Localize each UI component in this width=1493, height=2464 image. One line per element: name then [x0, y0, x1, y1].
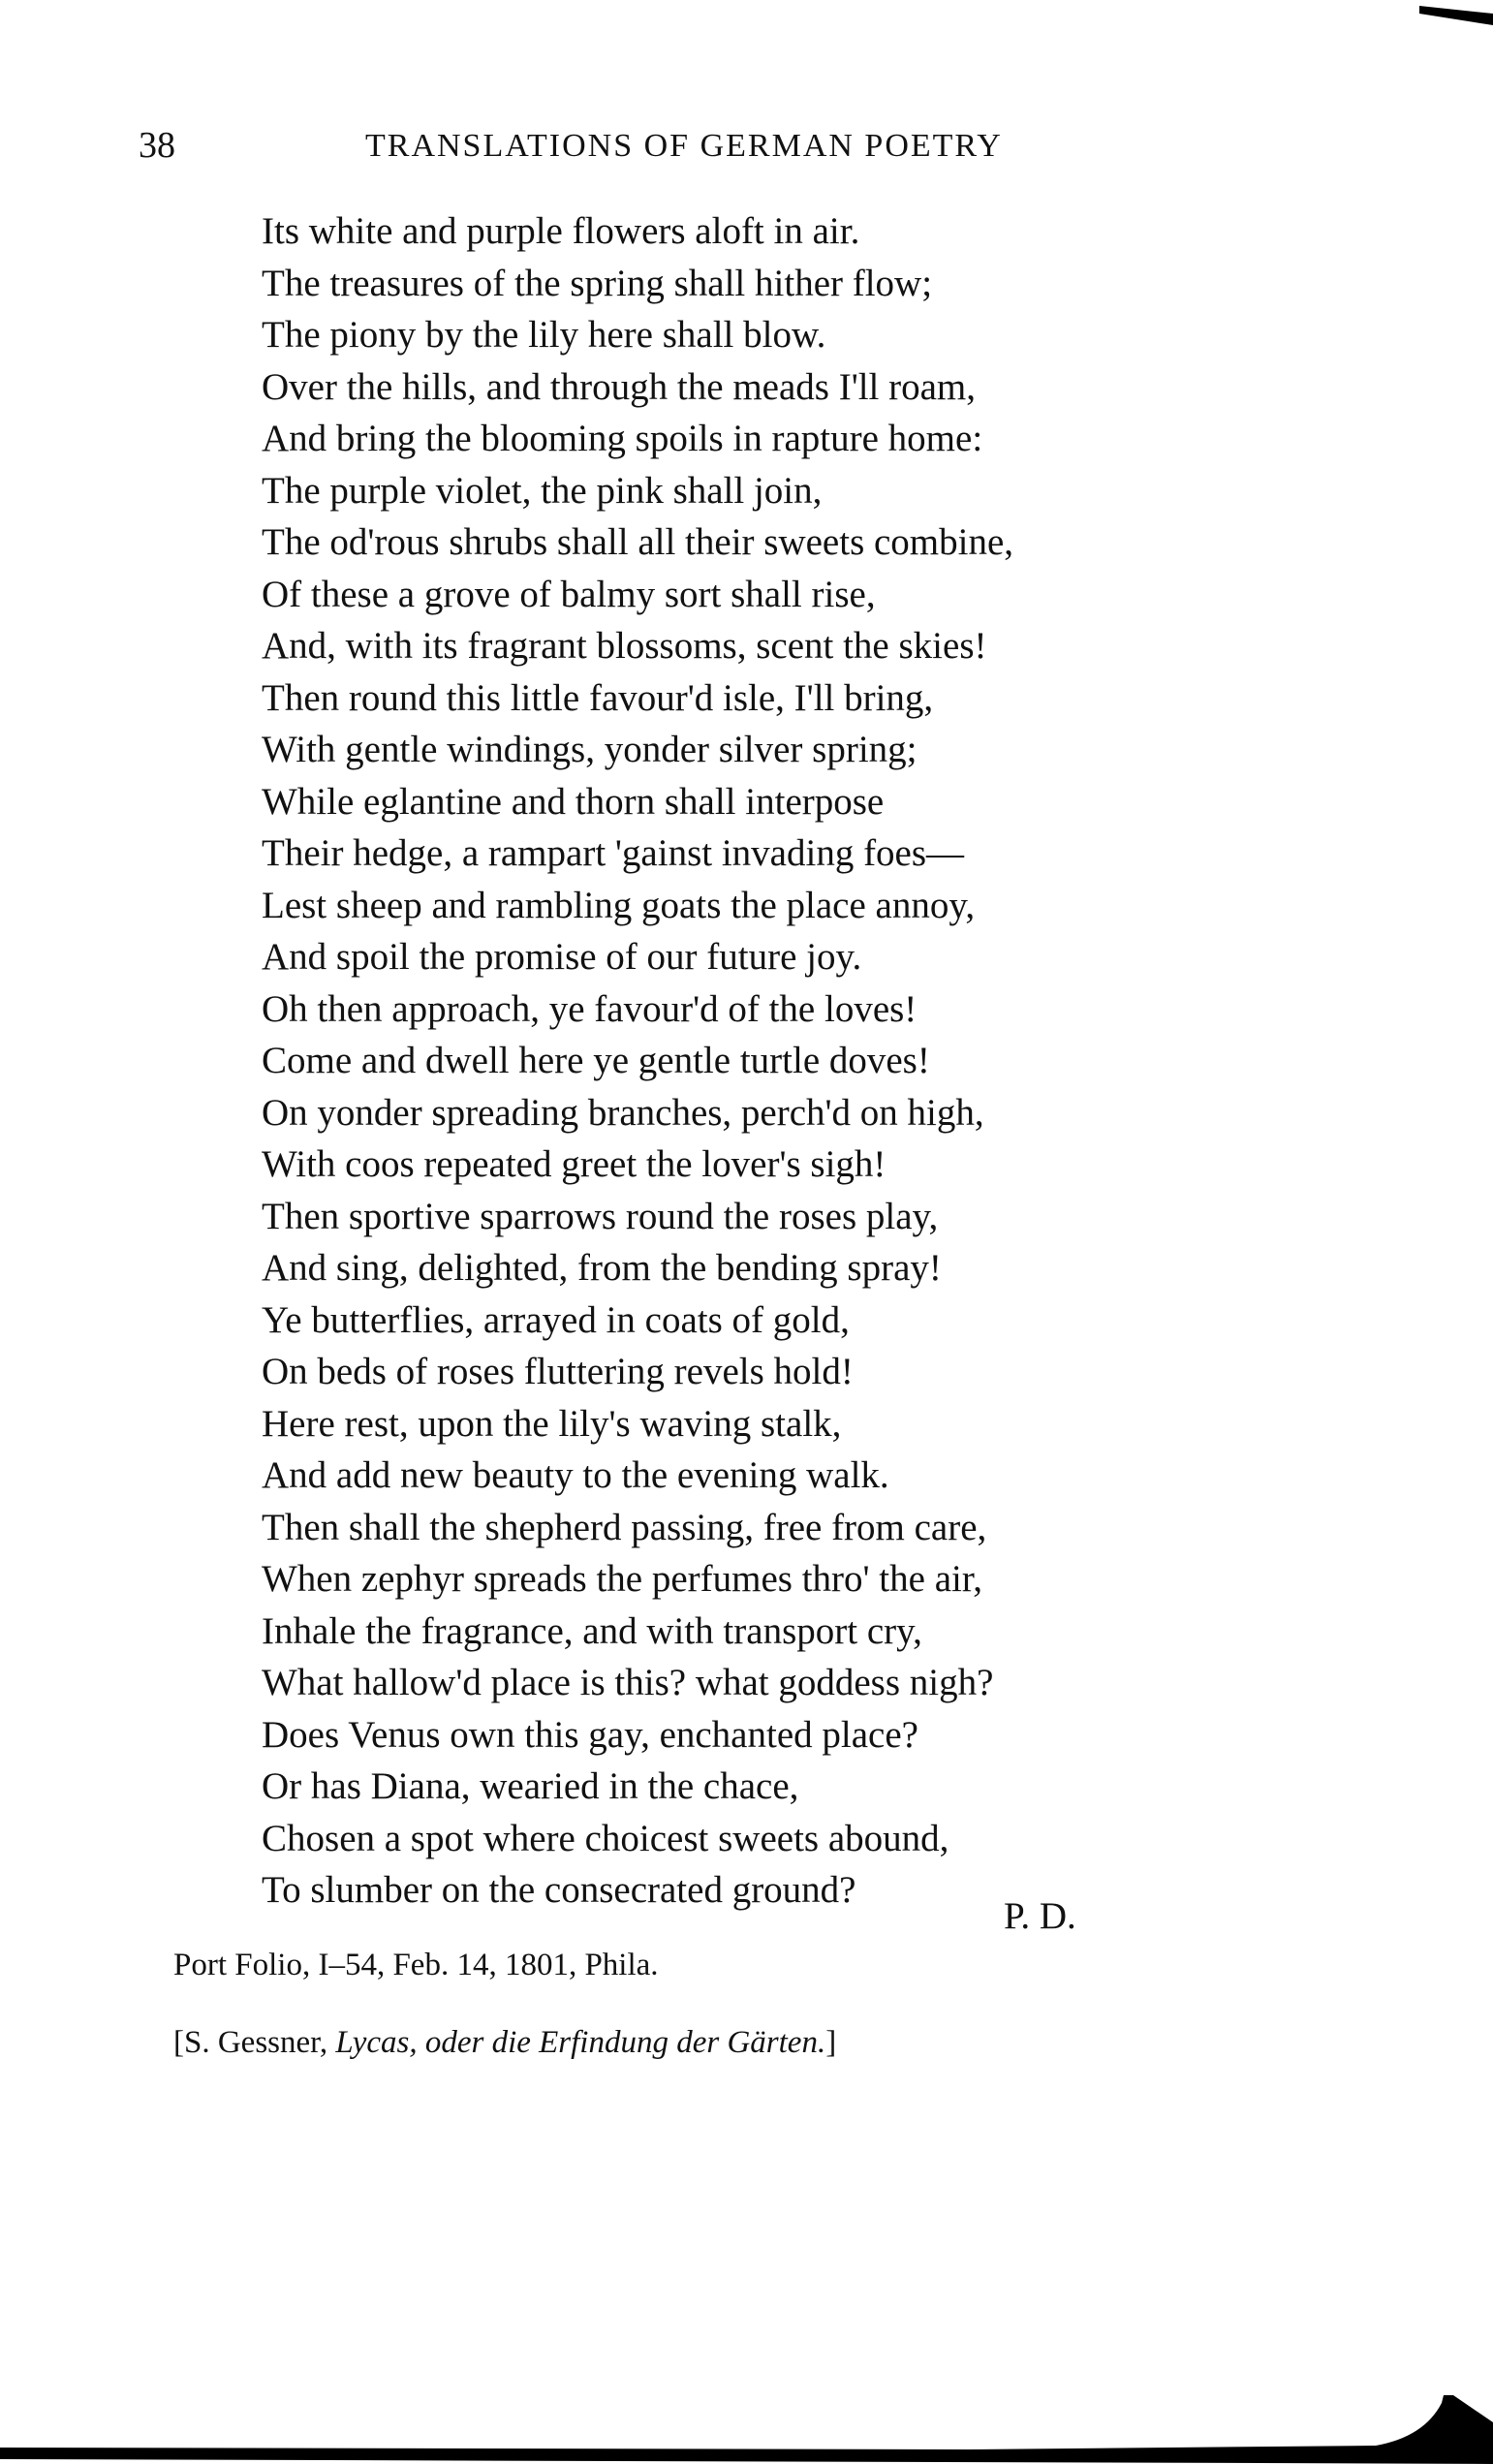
- poem-line: Lest sheep and rambling goats the place annoy,: [262, 884, 976, 926]
- poem-line: With coos repeated greet the lover's sigh!: [262, 1143, 886, 1185]
- poem-line: Does Venus own this gay, enchanted place?: [262, 1713, 918, 1756]
- poem-line: Chosen a spot where choicest sweets abound,: [262, 1817, 949, 1859]
- poem-line: Come and dwell here ye gentle turtle doves!: [262, 1040, 930, 1081]
- attribution-note: [173, 2025, 836, 2061]
- poem-line: The purple violet, the pink shall join,: [262, 469, 823, 512]
- attribution-title: Lycas, oder die Erfindung der Gärten.: [335, 2025, 826, 2060]
- poem-line: Here rest, upon the lily's waving stalk,: [262, 1402, 842, 1445]
- poem-line: On yonder spreading branches, perch'd on high,: [262, 1091, 984, 1134]
- poem-line: With gentle windings, yonder silver spring;: [262, 729, 918, 770]
- poem-line: Inhale the fragrance, and with transport cry,: [262, 1609, 922, 1652]
- poem-line: And spoil the promise of our future joy.: [262, 936, 862, 978]
- poem: [262, 205, 1013, 1917]
- poem-line: Then sportive sparrows round the roses play,: [262, 1195, 939, 1237]
- poem-line: On beds of roses fluttering revels hold!: [262, 1351, 854, 1392]
- poem-line: And, with its fragrant blossoms, scent the skies!: [262, 625, 987, 667]
- poem-line: Then round this little favour'd isle, I'll bring,: [262, 676, 934, 719]
- poem-line: The od'rous shrubs shall all their sweets combine,: [262, 521, 1014, 563]
- poem-line: What hallow'd place is this? what goddess nigh?: [262, 1662, 994, 1703]
- page-edge-top-right: [1415, 0, 1493, 29]
- poem-line: And bring the blooming spoils in rapture home:: [262, 418, 983, 459]
- page-edge-bottom: [0, 2384, 1493, 2464]
- source-citation: Port Folio, I–54, Feb. 14, 1801, Phila.: [173, 1948, 659, 1982]
- poem-line: Ye butterflies, arrayed in coats of gold,: [262, 1298, 850, 1341]
- poem-line: Of these a grove of balmy sort shall rise,: [262, 573, 876, 615]
- attribution-prefix: [S. Gessner,: [173, 2025, 336, 2060]
- poem-line: Oh then approach, ye favour'd of the loves!: [262, 987, 918, 1030]
- poem-line: Over the hills, and through the meads I'll roam,: [262, 365, 977, 408]
- poem-line: And add new beauty to the evening walk.: [262, 1454, 889, 1496]
- poem-line: When zephyr spreads the perfumes thro' the air,: [262, 1558, 983, 1600]
- poem-line: While eglantine and thorn shall interpose: [262, 780, 885, 823]
- page-number: 38: [139, 125, 175, 166]
- poem-line: Its white and purple flowers aloft in air.: [262, 210, 860, 252]
- poem-line: Then shall the shepherd passing, free from care,: [262, 1506, 987, 1548]
- poem-line: The piony by the lily here shall blow.: [262, 314, 826, 356]
- attribution-suffix: ]: [825, 2025, 837, 2060]
- poem-line: Or has Diana, wearied in the chace,: [262, 1765, 799, 1807]
- poem-line: To slumber on the consecrated ground?: [262, 1869, 856, 1911]
- running-head: TRANSLATIONS OF GERMAN POETRY: [365, 128, 1003, 164]
- signature: P. D.: [1004, 1895, 1076, 1937]
- poem-line: And sing, delighted, from the bending spray!: [262, 1247, 942, 1289]
- poem-line: The treasures of the spring shall hither flow;: [262, 262, 933, 304]
- poem-line: Their hedge, a rampart 'gainst invading foes—: [262, 832, 965, 874]
